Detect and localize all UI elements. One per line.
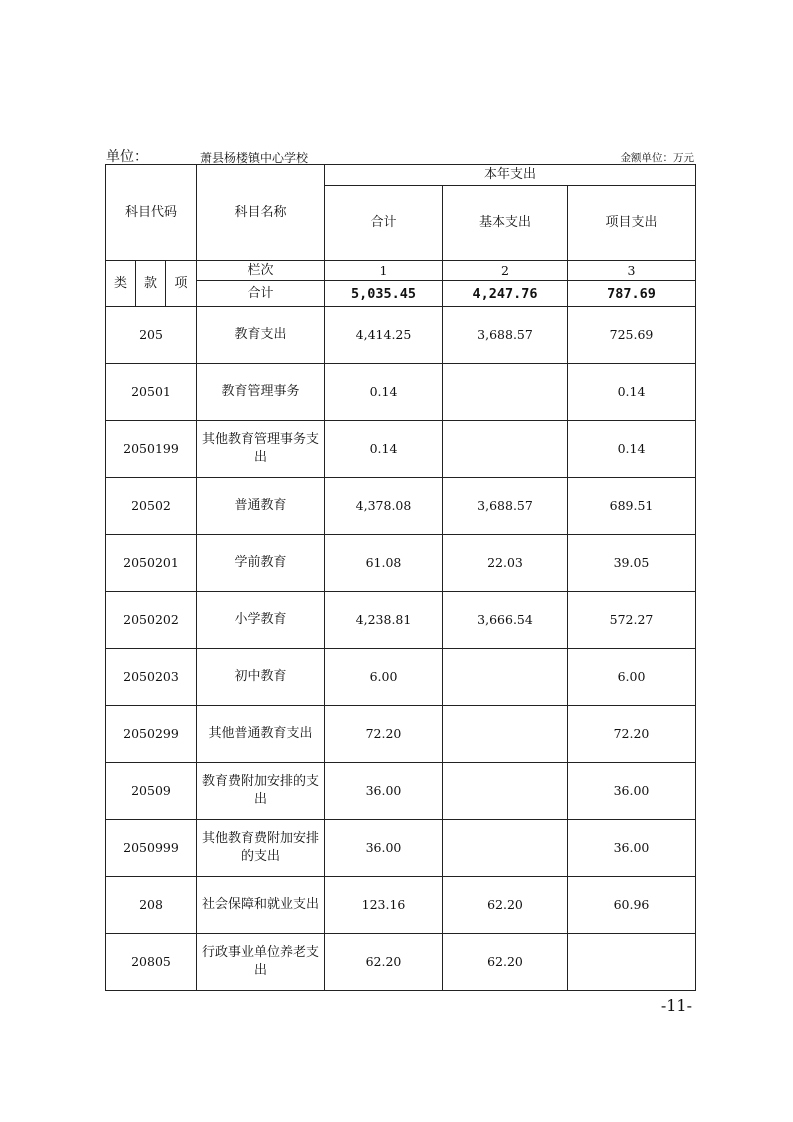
row-total: 4,378.08 (325, 478, 443, 535)
row-total: 123.16 (325, 877, 443, 934)
column-index-label: 栏次 (197, 261, 325, 281)
table-row (106, 307, 696, 364)
col-index-1: 1 (325, 261, 443, 281)
row-code: 205 (106, 307, 197, 364)
col-total-header: 合计 (325, 186, 443, 261)
row-project: 0.14 (568, 421, 696, 478)
row-total: 61.08 (325, 535, 443, 592)
expenditure-table (105, 164, 696, 991)
row-code: 20502 (106, 478, 197, 535)
row-code: 208 (106, 877, 197, 934)
row-code: 20501 (106, 364, 197, 421)
row-basic: 62.20 (443, 934, 568, 991)
unit-name: 萧县杨楼镇中心学校 (200, 151, 309, 165)
row-name: 其他教育管理事务支出 (197, 421, 325, 478)
row-project: 36.00 (568, 820, 696, 877)
total-project: 787.69 (568, 281, 696, 307)
row-project: 39.05 (568, 535, 696, 592)
table-row (106, 478, 696, 535)
row-project: 0.14 (568, 364, 696, 421)
row-basic: 62.20 (443, 877, 568, 934)
row-total: 0.14 (325, 421, 443, 478)
code-header: 科目代码 (106, 165, 197, 261)
row-basic (443, 364, 568, 421)
row-total: 72.20 (325, 706, 443, 763)
row-project: 6.00 (568, 649, 696, 706)
table-row (106, 706, 696, 763)
row-name: 教育支出 (197, 307, 325, 364)
row-total: 36.00 (325, 820, 443, 877)
row-basic (443, 649, 568, 706)
name-header: 科目名称 (197, 165, 325, 261)
row-total: 62.20 (325, 934, 443, 991)
group-header: 本年支出 (325, 165, 696, 186)
row-code: 2050201 (106, 535, 197, 592)
row-project (568, 934, 696, 991)
row-basic (443, 706, 568, 763)
table-body (106, 307, 696, 991)
row-project: 60.96 (568, 877, 696, 934)
row-project: 72.20 (568, 706, 696, 763)
table-row (106, 877, 696, 934)
row-basic (443, 421, 568, 478)
table-row (106, 649, 696, 706)
row-project: 36.00 (568, 763, 696, 820)
table-row (106, 535, 696, 592)
row-project: 725.69 (568, 307, 696, 364)
row-project: 689.51 (568, 478, 696, 535)
row-name: 教育费附加安排的支出 (197, 763, 325, 820)
col-index-2: 2 (443, 261, 568, 281)
col-basic-header: 基本支出 (443, 186, 568, 261)
class-label: 类 (106, 261, 136, 307)
row-project: 572.27 (568, 592, 696, 649)
total-label: 合计 (197, 281, 325, 307)
row-total: 4,238.81 (325, 592, 443, 649)
row-total: 0.14 (325, 364, 443, 421)
row-total: 6.00 (325, 649, 443, 706)
row-code: 2050199 (106, 421, 197, 478)
row-name: 其他普通教育支出 (197, 706, 325, 763)
row-name: 社会保障和就业支出 (197, 877, 325, 934)
col-project-header: 项目支出 (568, 186, 696, 261)
row-basic (443, 763, 568, 820)
row-code: 2050999 (106, 820, 197, 877)
table-row (106, 820, 696, 877)
row-name: 行政事业单位养老支出 (197, 934, 325, 991)
row-code: 20805 (106, 934, 197, 991)
row-basic: 3,688.57 (443, 478, 568, 535)
table-row (106, 763, 696, 820)
row-total: 4,414.25 (325, 307, 443, 364)
row-basic (443, 820, 568, 877)
row-basic: 22.03 (443, 535, 568, 592)
row-total: 36.00 (325, 763, 443, 820)
row-name: 普通教育 (197, 478, 325, 535)
table-row (106, 364, 696, 421)
row-name: 教育管理事务 (197, 364, 325, 421)
row-basic: 3,688.57 (443, 307, 568, 364)
item-label: 项 (166, 261, 197, 307)
row-name: 初中教育 (197, 649, 325, 706)
row-code: 2050299 (106, 706, 197, 763)
table-header (106, 165, 696, 307)
total-sum: 5,035.45 (325, 281, 443, 307)
total-basic: 4,247.76 (443, 281, 568, 307)
row-code: 20509 (106, 763, 197, 820)
section-label: 款 (136, 261, 166, 307)
unit-label: 单位： (106, 149, 148, 165)
col-index-3: 3 (568, 261, 696, 281)
row-name: 小学教育 (197, 592, 325, 649)
page-number: -11- (660, 996, 692, 1015)
amount-unit: 金额单位：万元 (620, 152, 694, 164)
row-name: 其他教育费附加安排的支出 (197, 820, 325, 877)
row-code: 2050202 (106, 592, 197, 649)
table-row (106, 421, 696, 478)
row-name: 学前教育 (197, 535, 325, 592)
table-row (106, 934, 696, 991)
table-row (106, 592, 696, 649)
row-basic: 3,666.54 (443, 592, 568, 649)
row-code: 2050203 (106, 649, 197, 706)
